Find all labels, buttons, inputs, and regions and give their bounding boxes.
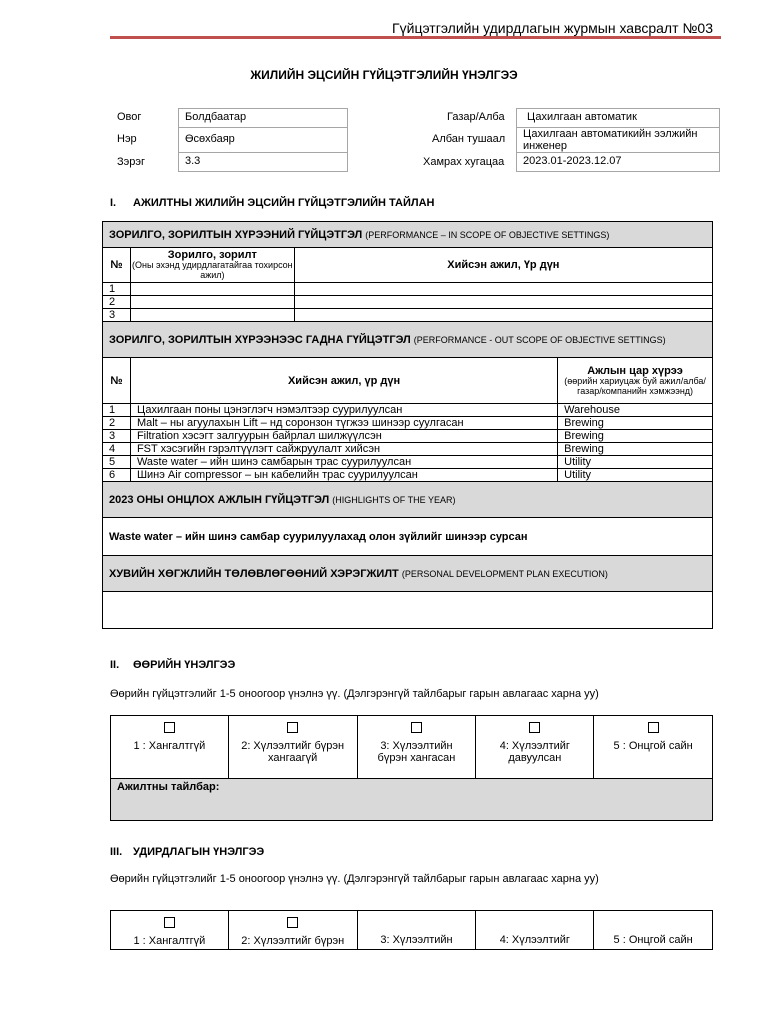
position-field[interactable]: Цахилгаан автоматикийн ээлжийн инженер [516,127,720,153]
surname-field[interactable]: Болдбаатар [178,108,348,128]
result-cell[interactable] [294,296,712,309]
period-label: Хамрах хугацаа [423,156,505,168]
row-number: 2 [103,296,131,309]
manager-rating-option-5[interactable] [594,911,713,950]
table-row [103,296,713,309]
work-cell[interactable]: Malt – ны агуулахын Lift – нд соронзон түгжээ шинээр суулгасан [130,417,557,430]
row-number: 5 [103,456,131,469]
rating-label: 1 : Хангалтгүй [133,739,206,752]
out-scope-header [103,322,713,358]
self-rating-option-4[interactable] [476,716,594,779]
pdp-subtitle: (PERSONAL DEVELOPMENT PLAN EXECUTION) [401,568,608,579]
scope-cell[interactable]: Utility [558,456,713,469]
row-number: 6 [103,469,131,482]
objective-cell[interactable] [130,309,294,322]
section-2-title: ӨӨРИЙН ҮНЭЛГЭЭ [133,659,236,671]
checkbox-icon[interactable] [411,722,422,733]
table-row [103,417,713,430]
in-scope-subtitle: (PERFORMANCE – IN SCOPE OF OBJECTIVE SETTINGS) [365,229,610,240]
column-header-work-result: Хийсэн ажил, Үр дүн [294,248,712,283]
manager-rating-option-3[interactable] [357,911,476,950]
pdp-title: ХУВИЙН ХӨГЖЛИЙН ТӨЛӨВЛӨГӨӨНИЙ ХЭРЭГЖИЛТ [109,567,399,580]
rank-label: Зэрэг [117,156,145,168]
in-scope-title: ЗОРИЛГО, ЗОРИЛТЫН ХҮРЭЭНИЙ ГҮЙЦЭТГЭЛ [109,228,363,241]
work-cell[interactable]: FST хэсэгийн гэрэлтүүлэгт сайжруулалт хийсэн [130,443,557,456]
rating-label: 2: Хүлээлтийг бүрэн хангаагүй [241,739,345,765]
row-number: 1 [103,404,131,417]
row-number: 3 [103,309,131,322]
department-field[interactable]: Цахилгаан автоматик [516,108,720,128]
form-number: Гүйцэтгэлийн удирдлагын журмын хавсралт №03 [392,20,713,36]
row-number: 2 [103,417,131,430]
scope-cell[interactable]: Brewing [558,417,713,430]
period-field[interactable]: 2023.01-2023.12.07 [516,152,720,172]
scope-cell[interactable]: Warehouse [558,404,713,417]
department-label: Газар/Алба [447,111,505,123]
checkbox-icon[interactable] [287,722,298,733]
out-scope-title: ЗОРИЛГО, ЗОРИЛТЫН ХҮРЭЭНЭЭС ГАДНА ГҮЙЦЭТГЭЛ [109,333,411,346]
table-row [103,283,713,296]
manager-rating-option-2[interactable] [228,911,357,950]
column-header-impact [558,358,713,404]
checkbox-icon[interactable] [287,917,298,928]
position-label: Албан тушаал [432,133,506,145]
impact-label: Ажлын цар хүрээ [587,364,683,377]
result-cell[interactable] [294,309,712,322]
table-row [103,309,713,322]
out-scope-subtitle: (PERFORMANCE - OUT SCOPE OF OBJECTIVE SETTINGS) [413,334,666,345]
table-row [103,443,713,456]
surname-label: Овог [117,111,142,123]
scope-cell[interactable]: Brewing [558,430,713,443]
checkbox-icon[interactable] [529,722,540,733]
column-header-no-2: № [103,358,131,404]
column-header-no: № [103,248,131,283]
highlight-text[interactable]: Waste water – ийн шинэ самбар суурилуулахад олон зүйлийг шинээр сурсан [103,518,713,556]
self-rating-option-3[interactable] [357,716,476,779]
self-rating-option-5[interactable] [594,716,713,779]
rating-label: 4: Хүлээлтийг давуулсан [499,739,570,765]
work-cell[interactable]: Шинэ Air compressor – ын кабелийн трас суурилуулсан [130,469,557,482]
section-3-number: III. [110,846,123,858]
work-cell[interactable]: Waste water – ийн шинэ самбарын трас суурилуулсан [130,456,557,469]
self-rating-option-1[interactable] [111,716,229,779]
self-rating-option-2[interactable] [228,716,357,779]
pdp-header [103,556,713,592]
employee-comment[interactable]: Ажилтны тайлбар: [111,779,713,821]
objective-label: Зорилго, зорилт [167,248,257,261]
self-rating-table [110,715,713,821]
document-title: ЖИЛИЙН ЭЦСИЙН ГҮЙЦЭТГЭЛИЙН ҮНЭЛГЭЭ [250,68,518,82]
objective-cell[interactable] [130,283,294,296]
section-1-title: АЖИЛТНЫ ЖИЛИЙН ЭЦСИЙН ГҮЙЦЭТГЭЛИЙН ТАЙЛАН [133,197,435,209]
highlights-subtitle: (HIGHLIGHTS OF THE YEAR) [332,494,456,505]
highlights-title: 2023 ОНЫ ОНЦЛОХ АЖЛЫН ГҮЙЦЭТГЭЛ [109,493,330,506]
column-header-work-result-2: Хийсэн ажил, үр дүн [130,358,557,404]
rating-label: 3: Хүлээлтийн [380,934,453,946]
pdp-content[interactable] [103,592,713,629]
checkbox-icon[interactable] [164,722,175,733]
work-cell[interactable]: Цахилгаан поны цэнэглэгч нэмэлтээр суурилуулсан [130,404,557,417]
checkbox-icon[interactable] [648,722,659,733]
section-3-instruction: Өөрийн гүйцэтгэлийг 1-5 оноогоор үнэлнэ үү. (Дэлгэрэнгүй тайлбарыг гарын авлагаас харна уу) [110,873,599,885]
in-scope-header [103,222,713,248]
manager-rating-option-4[interactable] [476,911,594,950]
result-cell[interactable] [294,283,712,296]
rating-label: 5 : Онцгой сайн [613,934,693,946]
table-row [103,456,713,469]
name-field[interactable]: Өсөхбаяр [178,127,348,153]
rating-label: 1 : Хангалтгүй [133,934,206,947]
header-rule [110,36,721,39]
highlights-header [103,482,713,518]
row-number: 1 [103,283,131,296]
checkbox-icon[interactable] [164,917,175,928]
section-3-title: УДИРДЛАГЫН ҮНЭЛГЭЭ [133,846,265,858]
objective-note: (Оны эхэнд удирдлагатайгаа тохирсон ажил) [132,260,293,280]
row-number: 3 [103,430,131,443]
objective-cell[interactable] [130,296,294,309]
rank-field[interactable]: 3.3 [178,152,348,172]
section-1-number: I. [110,197,117,209]
impact-note: (өөрийн хариуцаж буй ажил/алба/газар/компанийн хэмжээнд) [564,375,706,396]
performance-table [102,221,713,629]
rating-label: 5 : Онцгой сайн [613,739,693,752]
row-number: 4 [103,443,131,456]
rating-label: 3: Хүлээлтийн бүрэн хангасан [377,739,456,765]
table-row [103,404,713,417]
section-2-instruction: Өөрийн гүйцэтгэлийг 1-5 оноогоор үнэлнэ үү. (Дэлгэрэнгүй тайлбарыг гарын авлагаас харна уу) [110,688,599,700]
table-row [103,469,713,482]
name-label: Нэр [117,133,137,145]
section-2-number: II. [110,659,120,671]
manager-rating-option-1[interactable] [111,911,229,950]
scope-cell[interactable]: Utility [558,469,713,482]
manager-rating-table [110,910,713,950]
column-header-objective [130,248,294,283]
scope-cell[interactable]: Brewing [558,443,713,456]
table-row [103,430,713,443]
rating-label: 4: Хүлээлтийг [499,934,570,946]
rating-label: 2: Хүлээлтийг бүрэн [241,934,345,947]
work-cell[interactable]: Filtration хэсэгт залгуурын байрлал шилжүүлсэн [130,430,557,443]
